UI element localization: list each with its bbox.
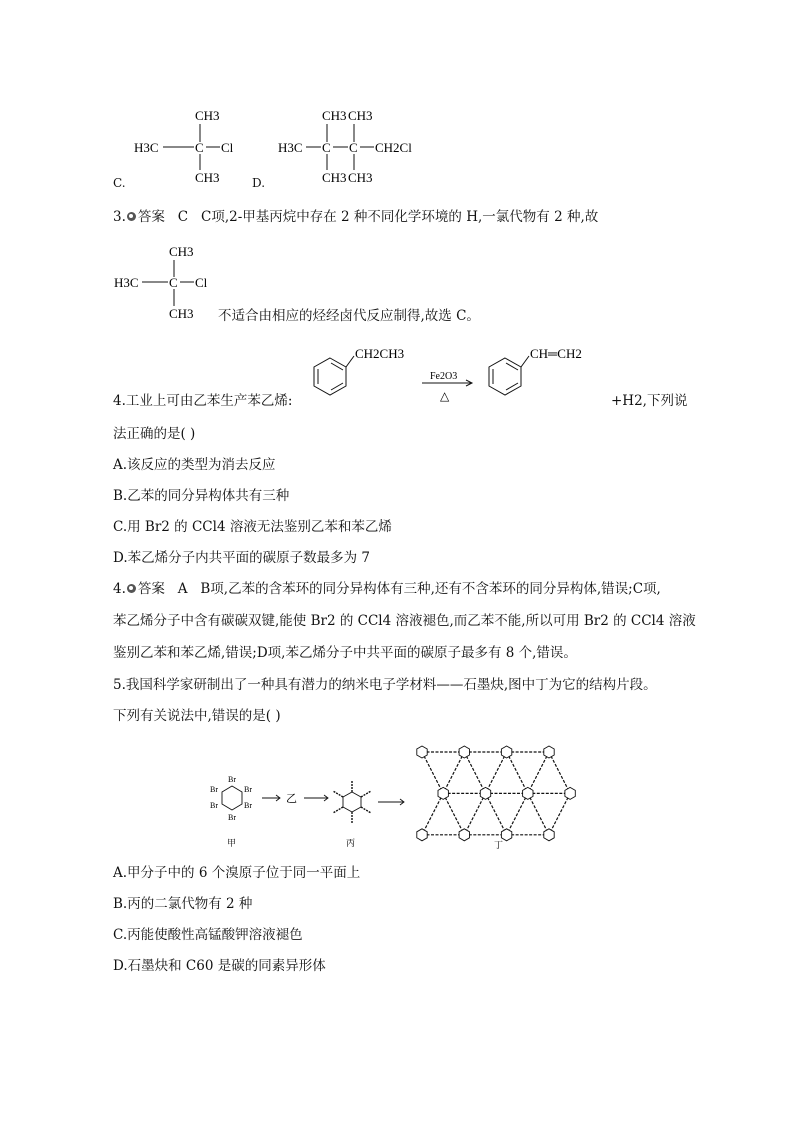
product-substituent: CH═CH2 — [530, 346, 582, 361]
answer-icon — [127, 212, 136, 221]
br-label: Br — [210, 801, 218, 810]
a3-struct-bottom: CH3 — [169, 306, 194, 321]
alkyne-link — [485, 793, 506, 834]
alkyne-link — [549, 752, 570, 793]
q4-reaction-svg — [300, 338, 620, 410]
alkyne-link — [528, 793, 549, 834]
a3-struct-right: Cl — [195, 275, 208, 290]
br-label: Br — [244, 801, 252, 810]
alkyne-link — [422, 752, 443, 793]
alkyne-link — [422, 793, 443, 834]
q5-option-d: D.石墨炔和 C60 是碳的同素异形体 — [113, 958, 326, 974]
struct-c-left: H3C — [134, 140, 159, 155]
struct-d-bottom-right: CH3 — [348, 170, 373, 185]
benzene-ring — [523, 787, 533, 799]
svg-text:C: C — [349, 140, 358, 155]
alkyne-link — [507, 752, 528, 793]
answer-3-text: C项,2-甲基丙烷中存在 2 种不同化学环境的 H,一氯代物有 2 种,故 — [200, 209, 599, 225]
q4-option-a: A.该反应的类型为消去反应 — [113, 457, 276, 473]
benzene-ring — [501, 746, 511, 758]
a3-struct-left: H3C — [114, 275, 139, 290]
benzene-ring — [459, 746, 469, 758]
graphdiyne-network — [417, 746, 576, 841]
q5-figure — [200, 736, 600, 852]
q5-figure-svg — [200, 736, 600, 852]
alkyne-link — [485, 752, 506, 793]
br-label: Br — [228, 775, 236, 784]
alkyne-link — [464, 793, 485, 834]
q5-option-a: A.甲分子中的 6 个溴原子位于同一平面上 — [113, 865, 361, 881]
q4-line2: 法正确的是( ) — [113, 426, 196, 442]
benzene-ring — [438, 787, 448, 799]
q4-option-c: C.用 Br2 的 CCl4 溶液无法鉴别乙苯和苯乙烯 — [113, 519, 392, 535]
answer-3-line1 — [113, 208, 598, 226]
struct-d-left: H3C — [278, 140, 303, 155]
alkyne-link — [443, 752, 464, 793]
q5-line2: 下列有关说法中,错误的是( ) — [113, 708, 281, 724]
option-d-structure — [272, 100, 432, 192]
struct-d-bottom-left: CH3 — [322, 170, 347, 185]
option-c-structure — [108, 100, 248, 192]
answer-4-line1 — [113, 580, 661, 598]
answer-icon — [127, 584, 136, 593]
alkyne-link — [443, 793, 464, 834]
answer-4-number: 4. — [113, 581, 126, 597]
benzene-ring — [417, 746, 427, 758]
answer-3-structure-svg — [108, 236, 218, 328]
answer-4-text1: B项,乙苯的含苯环的同分异构体有三种,还有不含苯环的同分异构体,错误;C项, — [200, 581, 661, 597]
benzene-ring — [501, 829, 511, 841]
svg-text:C: C — [322, 140, 331, 155]
bing-molecule — [333, 780, 371, 824]
label-ding: 丁 — [494, 840, 504, 850]
label-yi: 乙 — [286, 793, 297, 805]
struct-c-right: Cl — [221, 140, 234, 155]
br-label: Br — [244, 785, 252, 794]
benzene-ring — [565, 787, 575, 799]
struct-c-top: CH3 — [195, 108, 220, 123]
q4-option-d: D.苯乙烯分子内共平面的碳原子数最多为 7 — [113, 550, 371, 566]
option-c-label: C. — [113, 176, 126, 190]
structure-c-svg — [108, 100, 248, 192]
q5-option-c: C.丙能使酸性高锰酸钾溶液褪色 — [113, 927, 303, 943]
svg-text:C: C — [195, 140, 204, 155]
br-label: Br — [210, 785, 218, 794]
alkyne-link — [507, 793, 528, 834]
answer-3-letter: C — [177, 209, 189, 225]
structure-d-svg — [272, 100, 432, 192]
alkyne-link — [464, 752, 485, 793]
benzene-ring — [417, 829, 427, 841]
label-jia: 甲 — [227, 838, 237, 848]
alkyne-link — [528, 752, 549, 793]
answer-4-line3: 鉴别乙苯和苯乙烯,错误;D项,苯乙烯分子中共平面的碳原子最多有 8 个,错误。 — [113, 645, 577, 661]
benzene-ring — [544, 829, 554, 841]
q4-option-b: B.乙苯的同分异构体共有三种 — [113, 488, 290, 504]
answer-3-line2: 不适合由相应的烃经卤代反应制得,故选 C。 — [218, 308, 480, 324]
struct-c-bottom: CH3 — [195, 170, 220, 185]
answer-3-label: 答案 — [137, 209, 165, 225]
q4-tail: +H2,下列说 — [611, 393, 688, 409]
reaction-condition-bottom: △ — [440, 389, 450, 403]
br-label: Br — [228, 813, 236, 822]
reactant-substituent: CH2CH3 — [355, 346, 405, 361]
q5-line1: 5.我国科学家研制出了一种具有潜力的纳米电子学材料——石墨炔,图中丁为它的结构片段。 — [113, 677, 657, 693]
answer-3-number: 3. — [113, 209, 126, 225]
reaction-condition-top: Fe2O3 — [430, 371, 458, 382]
q4-intro: 4.工业上可由乙苯生产苯乙烯: — [113, 393, 293, 409]
answer-3-structure — [108, 236, 218, 328]
answer-4-letter: A — [177, 581, 188, 597]
answer-4-label: 答案 — [137, 581, 165, 597]
benzene-ring — [544, 746, 554, 758]
label-bing: 丙 — [346, 838, 356, 848]
struct-d-top-right: CH3 — [348, 108, 373, 123]
benzene-ring — [459, 829, 469, 841]
benzene-ring — [480, 787, 490, 799]
option-d-label: D. — [252, 176, 266, 190]
q5-option-b: B.丙的二氯代物有 2 种 — [113, 896, 253, 912]
answer-4-line2: 苯乙烯分子中含有碳碳双键,能使 Br2 的 CCl4 溶液褪色,而乙苯不能,所以可用 Br2 的 CCl4 溶液 — [113, 613, 696, 629]
svg-text:C: C — [169, 275, 178, 290]
alkyne-link — [549, 793, 570, 834]
struct-d-right: CH2Cl — [375, 140, 412, 155]
a3-struct-top: CH3 — [169, 244, 194, 259]
struct-d-top-left: CH3 — [322, 108, 347, 123]
q4-reaction-scheme — [300, 338, 620, 410]
